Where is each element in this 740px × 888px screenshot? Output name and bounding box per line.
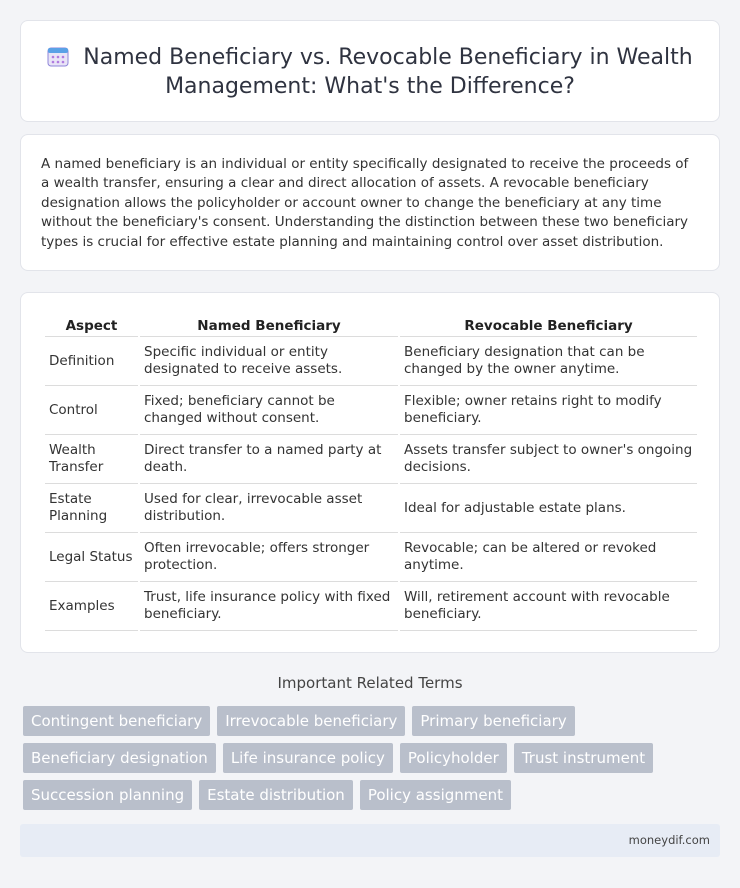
- cell-revocable: Assets transfer subject to owner's ongoing decisions.: [400, 435, 697, 484]
- related-terms-title: Important Related Terms: [277, 674, 463, 692]
- cell-revocable: Ideal for adjustable estate plans.: [400, 484, 697, 533]
- cell-named: Used for clear, irrevocable asset distribution.: [140, 484, 398, 533]
- table-row: [45, 582, 697, 631]
- tag-trust-instrument[interactable]: Trust instrument: [514, 743, 653, 773]
- footer-site[interactable]: moneydif.com: [628, 833, 710, 847]
- tag-row: [23, 780, 723, 810]
- intro-card: [20, 134, 720, 271]
- cell-revocable: Revocable; can be altered or revoked anytime.: [400, 533, 697, 582]
- calendar-icon: [47, 45, 69, 67]
- tag-beneficiary-designation[interactable]: Beneficiary designation: [23, 743, 216, 773]
- cell-aspect: Wealth Transfer: [45, 435, 138, 484]
- page-title: Named Beneficiary vs. Revocable Beneficiary in Wealth Management: What's the Difference?: [83, 45, 693, 99]
- footer: [20, 824, 720, 857]
- tag-row: [23, 743, 723, 773]
- table-header-row: [45, 315, 697, 337]
- cell-named: Specific individual or entity designated to receive assets.: [140, 337, 398, 386]
- tag-row: [23, 706, 723, 736]
- table-row: [45, 435, 697, 484]
- table-row: [45, 484, 697, 533]
- cell-aspect: Estate Planning: [45, 484, 138, 533]
- table-row: [45, 386, 697, 435]
- cell-aspect: Control: [45, 386, 138, 435]
- related-terms-list: [23, 706, 723, 817]
- cell-aspect: Examples: [45, 582, 138, 631]
- cell-named: Fixed; beneficiary cannot be changed without consent.: [140, 386, 398, 435]
- table-row: [45, 337, 697, 386]
- cell-aspect: Definition: [45, 337, 138, 386]
- tag-irrevocable-beneficiary[interactable]: Irrevocable beneficiary: [217, 706, 405, 736]
- intro-paragraph: A named beneficiary is an individual or entity specifically designated to receive the proceeds of a wealth transfer, ensuring a clear and direct allocation of assets. A revocable beneficiary designation allows the policyholder or account owner to change the beneficiary at any time without the beneficiary's consent. Understanding the distinction between these two beneficiary types is crucial for effective estate planning and maintaining control over asset distribution.: [41, 156, 689, 250]
- cell-revocable: Will, retirement account with revocable beneficiary.: [400, 582, 697, 631]
- cell-aspect: Legal Status: [45, 533, 138, 582]
- header-named: Named Beneficiary: [140, 315, 398, 337]
- tag-life-insurance-policy[interactable]: Life insurance policy: [223, 743, 393, 773]
- title-card: [20, 20, 720, 122]
- table-row: [45, 533, 697, 582]
- tag-policy-assignment[interactable]: Policy assignment: [360, 780, 511, 810]
- header-revocable: Revocable Beneficiary: [400, 315, 697, 337]
- page-title-wrap: [41, 43, 699, 101]
- cell-named: Often irrevocable; offers stronger protection.: [140, 533, 398, 582]
- cell-named: Trust, life insurance policy with fixed beneficiary.: [140, 582, 398, 631]
- tag-policyholder[interactable]: Policyholder: [400, 743, 507, 773]
- tag-succession-planning[interactable]: Succession planning: [23, 780, 192, 810]
- cell-revocable: Flexible; owner retains right to modify beneficiary.: [400, 386, 697, 435]
- cell-named: Direct transfer to a named party at death.: [140, 435, 398, 484]
- cell-revocable: Beneficiary designation that can be changed by the owner anytime.: [400, 337, 697, 386]
- tag-contingent-beneficiary[interactable]: Contingent beneficiary: [23, 706, 210, 736]
- header-aspect: Aspect: [45, 315, 138, 337]
- tag-primary-beneficiary[interactable]: Primary beneficiary: [412, 706, 574, 736]
- comparison-table: [43, 315, 699, 631]
- tag-estate-distribution[interactable]: Estate distribution: [199, 780, 353, 810]
- comparison-table-card: [20, 292, 720, 653]
